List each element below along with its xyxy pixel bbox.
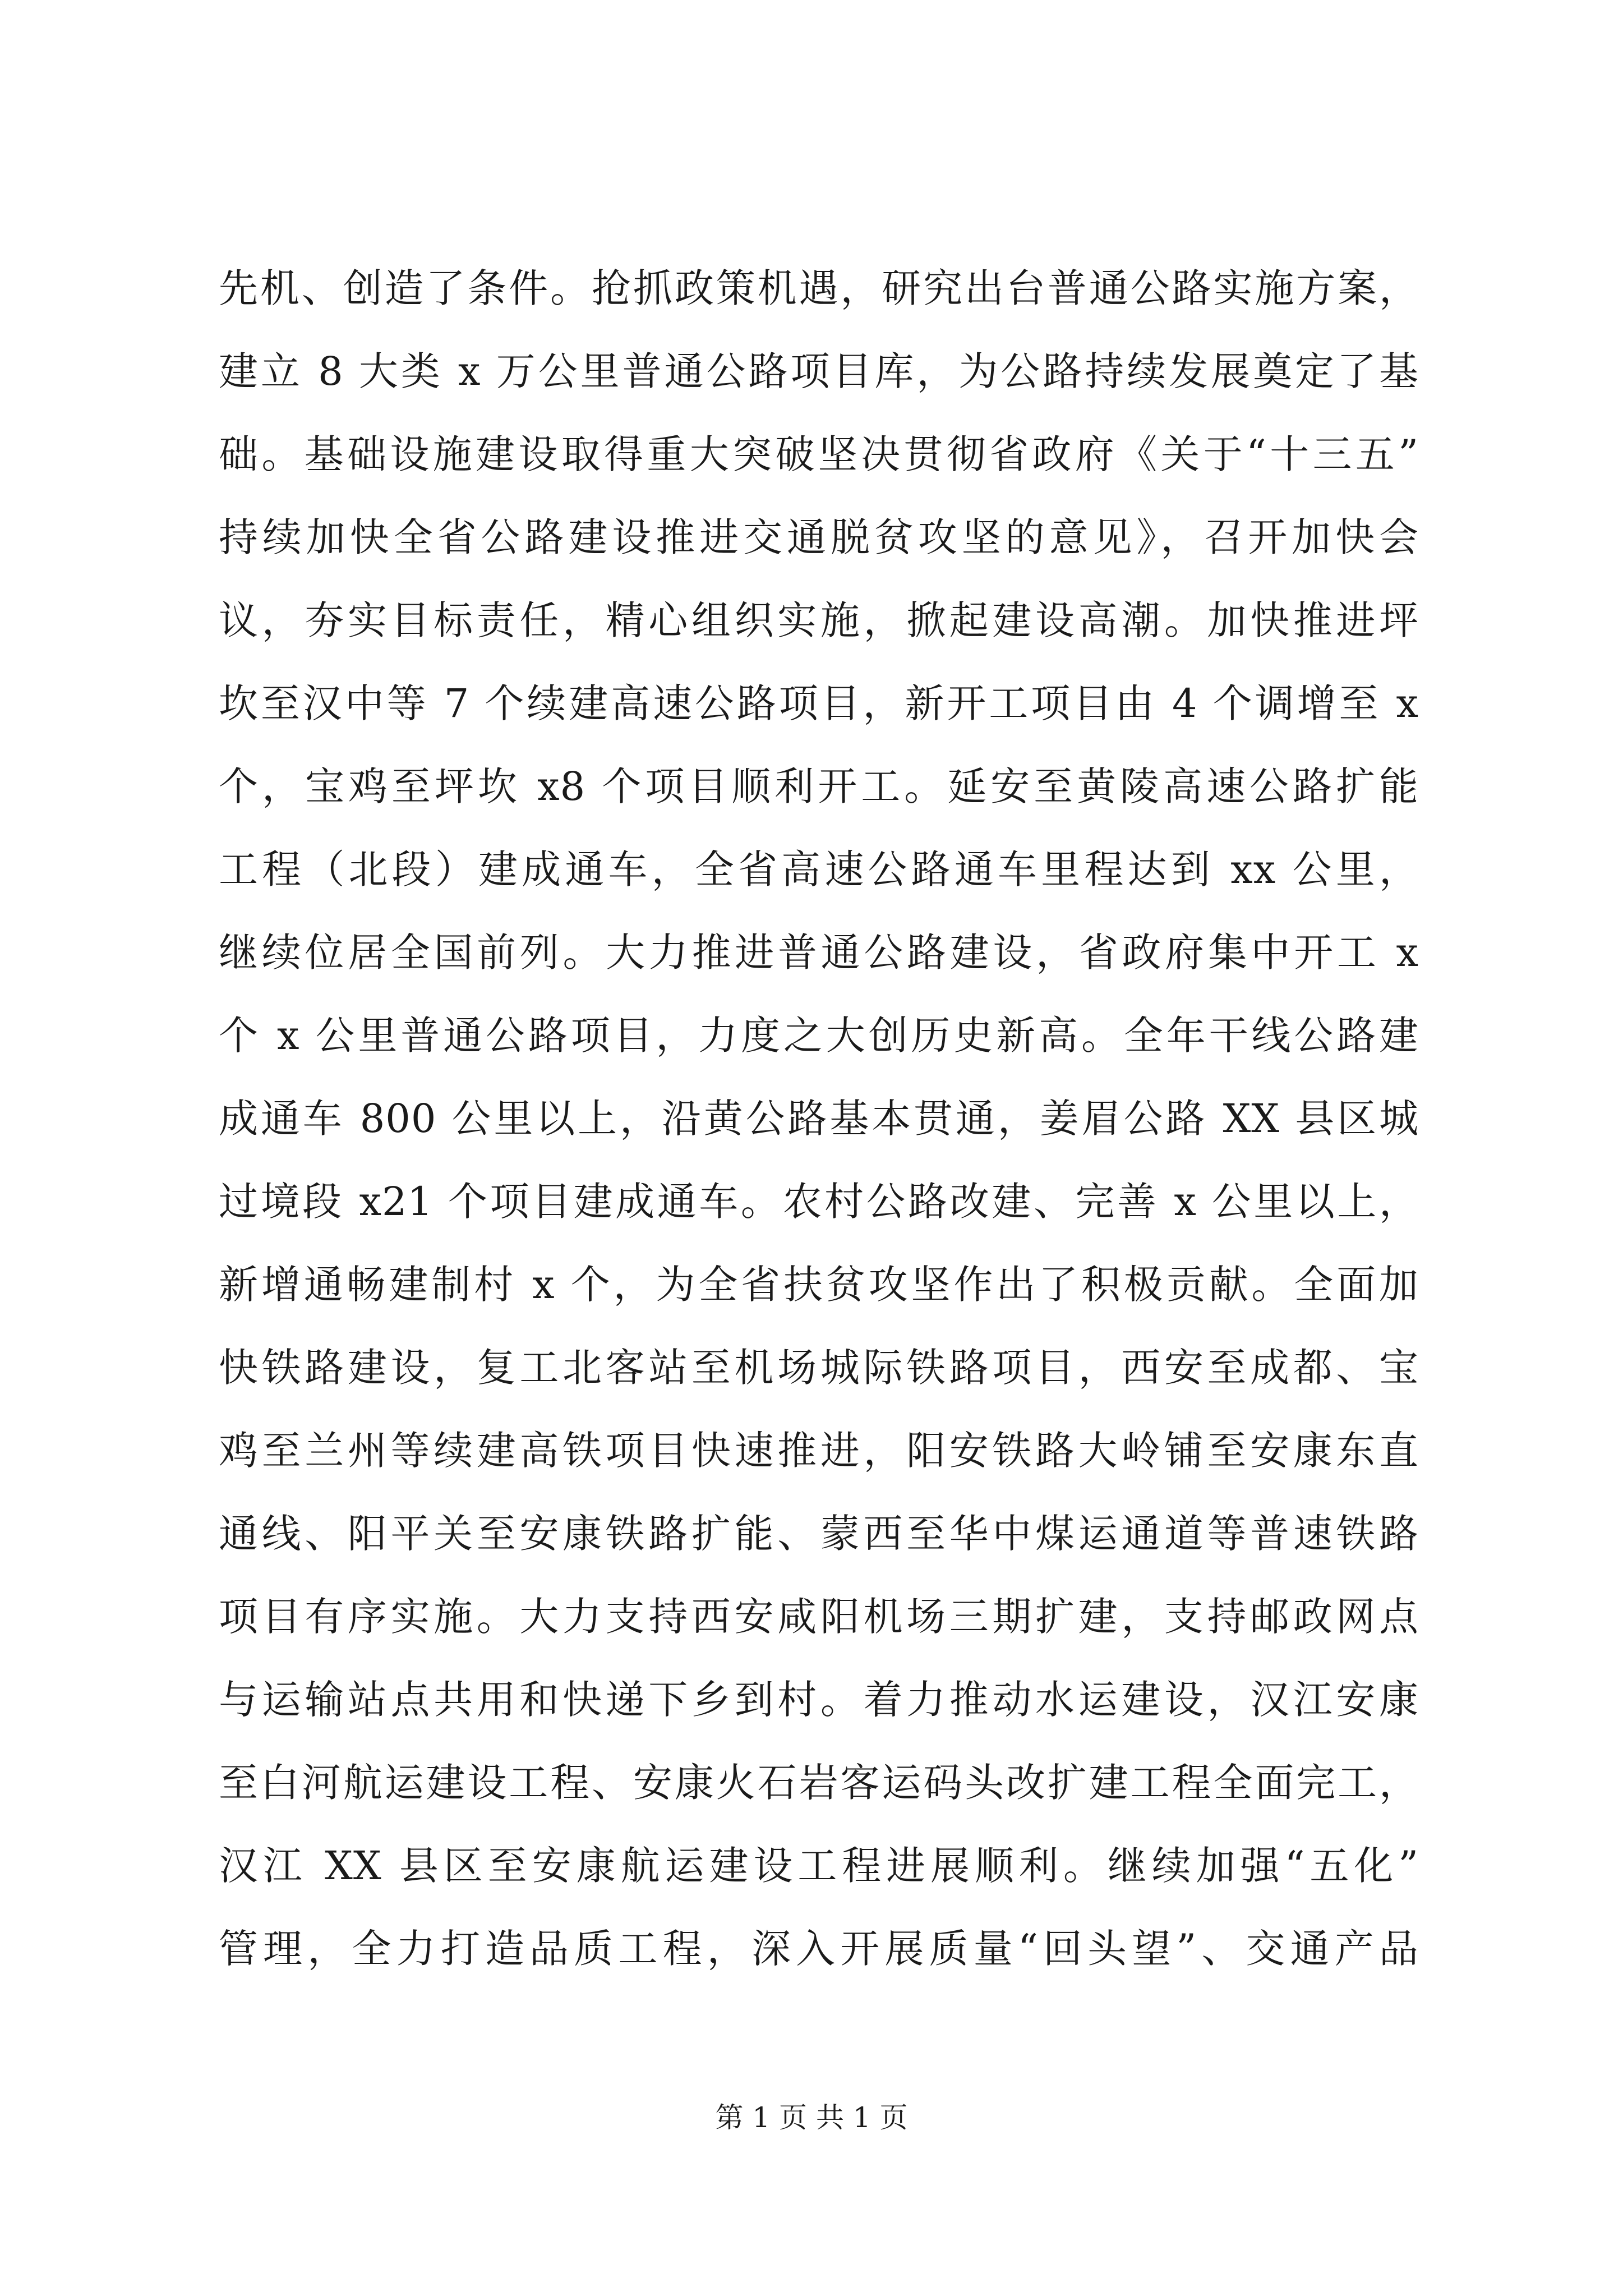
text-line-5: 议，夯实目标责任，精心组织实施，掀起建设高潮。加快推进坪 [219, 597, 1419, 643]
text-line-11: 成通车 800 公里以上，沿黄公路基本贯通，姜眉公路 XX 县区城 [219, 1096, 1419, 1142]
document-body [219, 247, 1419, 1990]
text-line-7: 个，宝鸡至坪坎 x8 个项目顺利开工。延安至黄陵高速公路扩能 [219, 763, 1419, 809]
text-line-2: 建立 8 大类 x 万公里普通公路项目库，为公路持续发展奠定了基 [219, 348, 1419, 394]
text-line-10: 个 x 公里普通公路项目，力度之大创历史新高。全年干线公路建 [219, 1013, 1419, 1059]
text-line-15: 鸡至兰州等续建高铁项目快速推进，阳安铁路大岭铺至安康东直 [219, 1428, 1419, 1474]
text-line-13: 新增通畅建制村 x 个，为全省扶贫攻坚作出了积极贡献。全面加 [219, 1262, 1419, 1308]
text-line-18: 与运输站点共用和快递下乡到村。着力推动水运建设，汉江安康 [219, 1677, 1419, 1723]
text-line-16: 通线、阳平关至安康铁路扩能、蒙西至华中煤运通道等普速铁路 [219, 1511, 1419, 1557]
text-line-9: 继续位居全国前列。大力推进普通公路建设，省政府集中开工 x [219, 930, 1419, 976]
text-line-19: 至白河航运建设工程、安康火石岩客运码头改扩建工程全面完工， [219, 1760, 1419, 1806]
text-line-1: 先机、创造了条件。抢抓政策机遇，研究出台普通公路实施方案， [219, 265, 1419, 311]
text-line-4: 持续加快全省公路建设推进交通脱贫攻坚的意见》，召开加快会 [219, 514, 1419, 560]
text-line-20: 汉江 XX 县区至安康航运建设工程进展顺利。继续加强“五化” [219, 1843, 1419, 1889]
text-line-3: 础。基础设施建设取得重大突破坚决贯彻省政府《关于“十三五” [219, 431, 1419, 477]
text-line-6: 坎至汉中等 7 个续建高速公路项目，新开工项目由 4 个调增至 x [219, 680, 1419, 726]
page-number-footer: 第 1 页 共 1 页 [715, 2101, 908, 2134]
text-line-8: 工程（北段）建成通车，全省高速公路通车里程达到 xx 公里， [219, 846, 1419, 892]
text-line-14: 快铁路建设，复工北客站至机场城际铁路项目，西安至成都、宝 [219, 1345, 1419, 1391]
text-line-17: 项目有序实施。大力支持西安咸阳机场三期扩建，支持邮政网点 [219, 1594, 1419, 1640]
text-line-12: 过境段 x21 个项目建成通车。农村公路改建、完善 x 公里以上， [219, 1179, 1419, 1225]
text-line-21: 管理，全力打造品质工程，深入开展质量“回头望”、交通产品 [219, 1926, 1419, 1972]
